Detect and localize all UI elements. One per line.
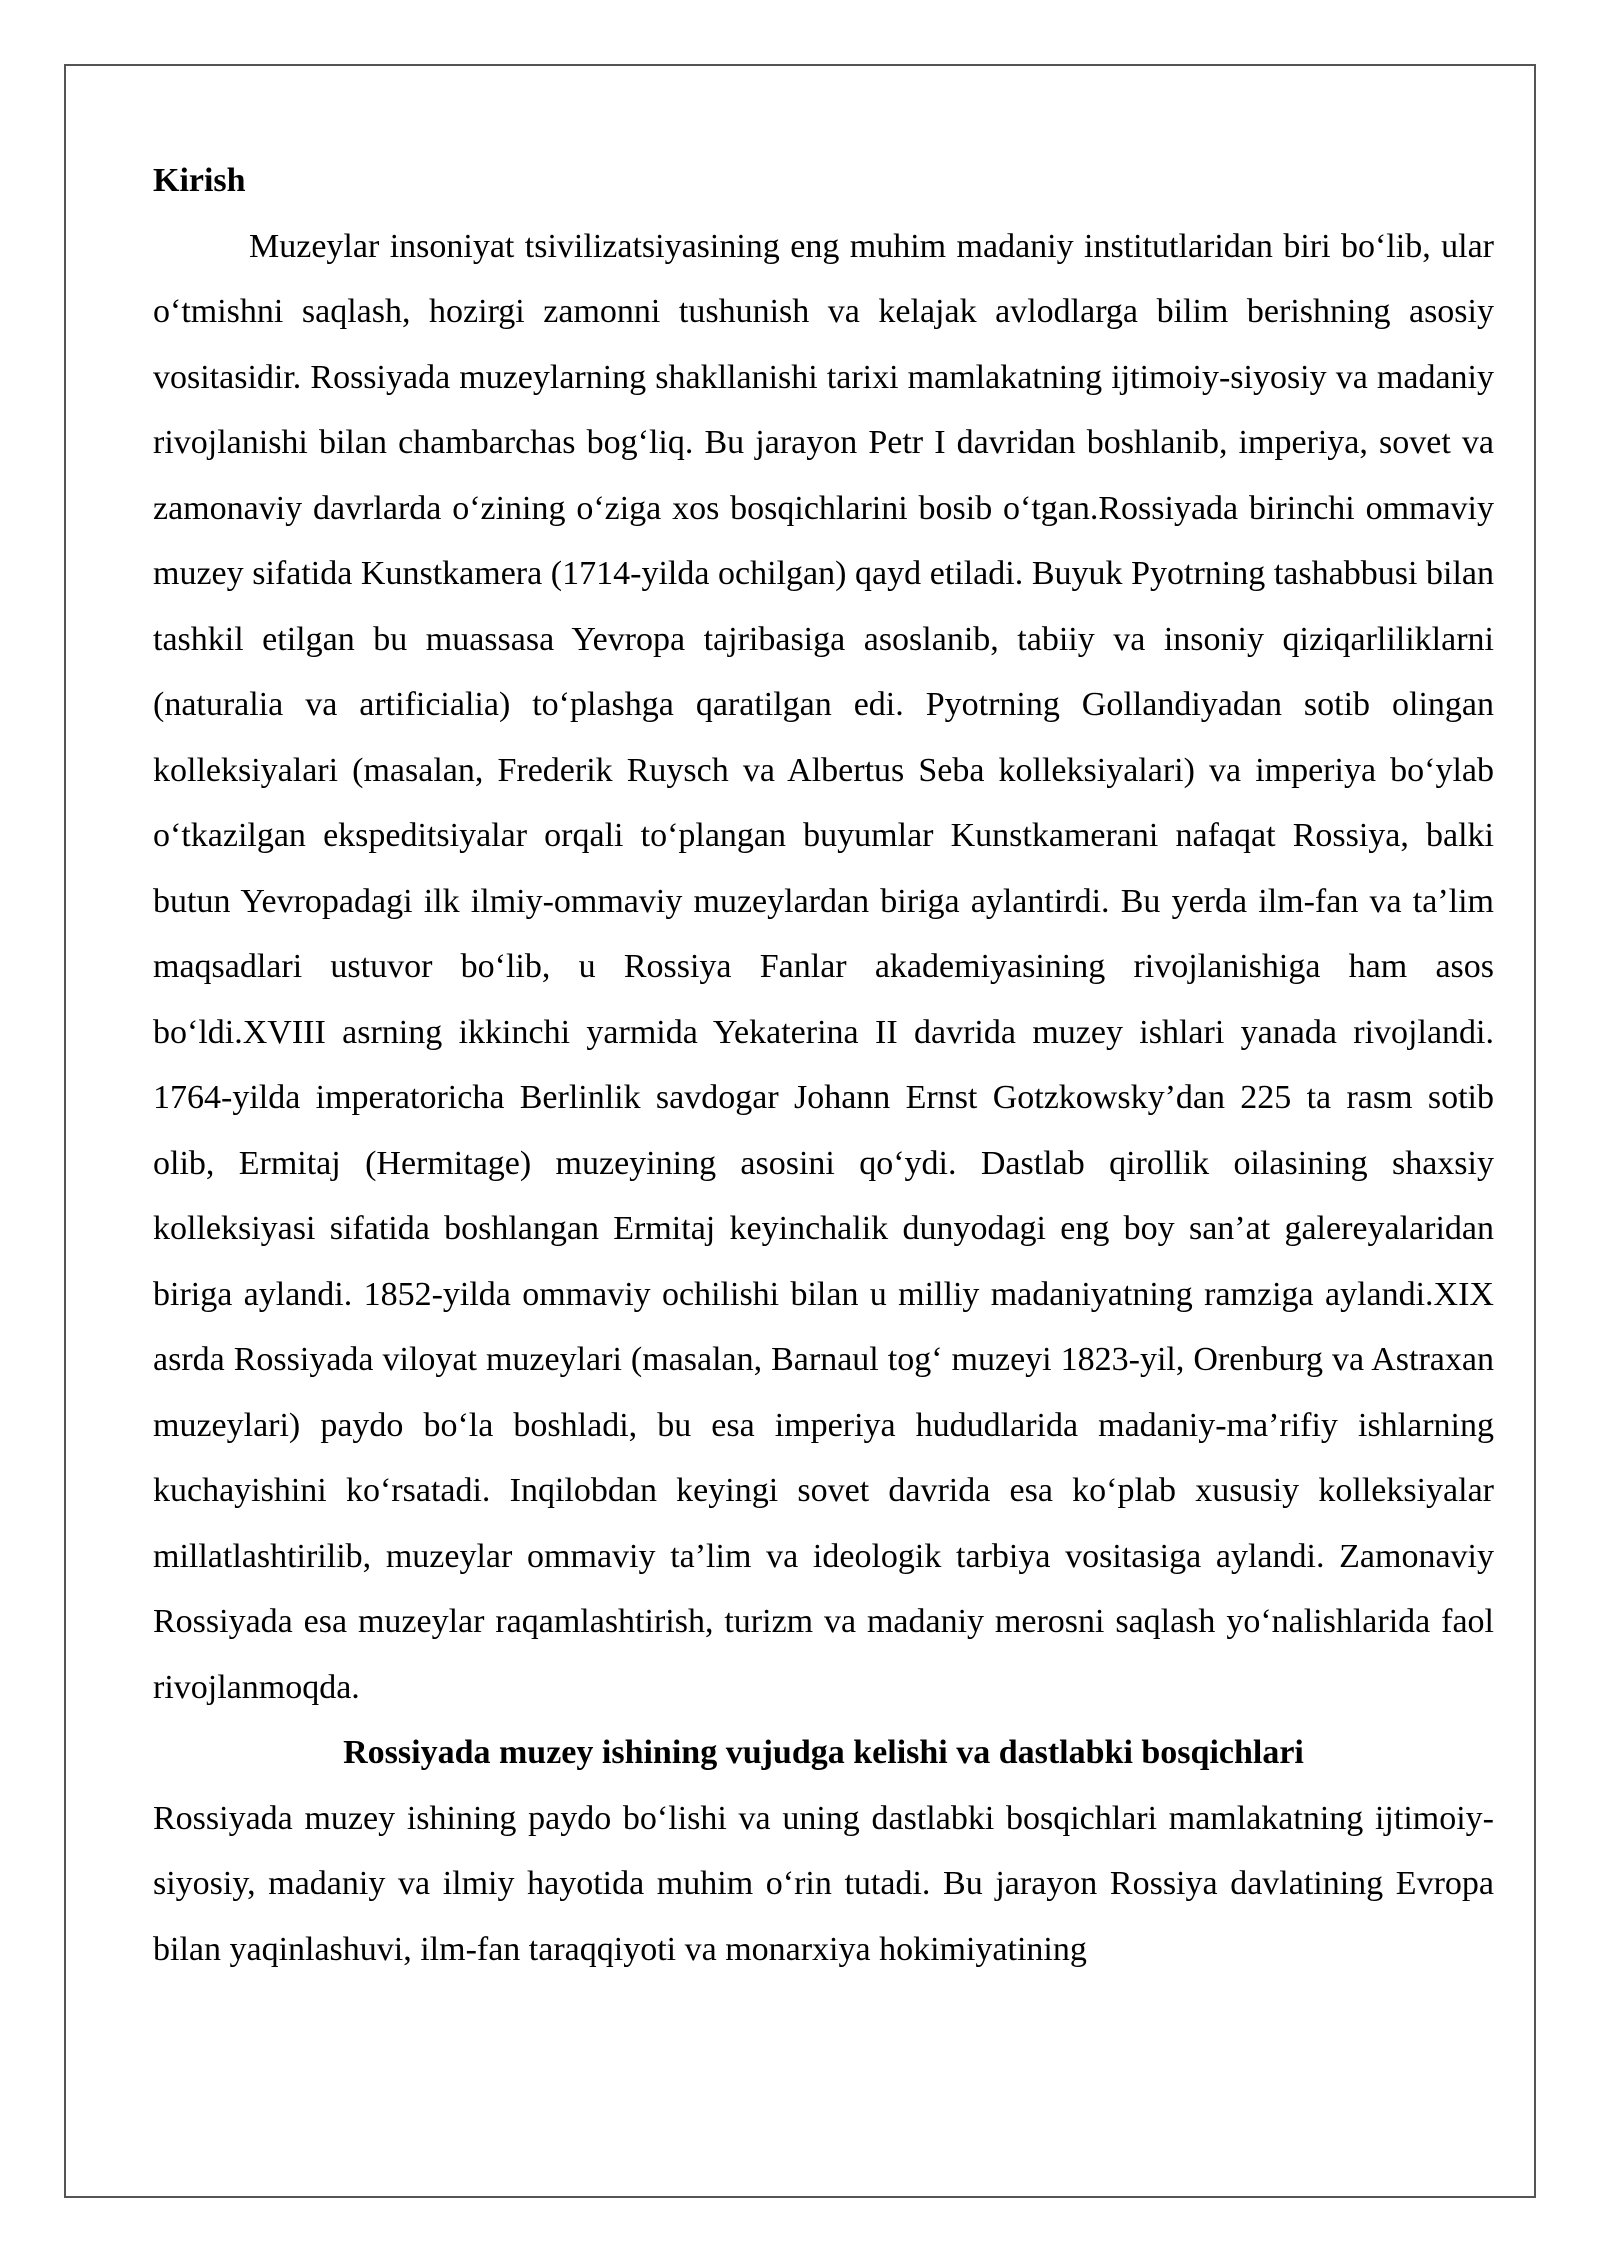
page-heading: Kirish	[153, 162, 246, 199]
intro-paragraph: Muzeylar insoniyat tsivilizatsiyasining eng muhim madaniy institutlaridan biri bo‘lib, ular o‘tmishni saqlash, hozirgi zamonni tushunish va kelajak avlodlarga bilim berishning asosiy vositasidir. Rossiyada muzeylarning shakllanishi tarixi mamlakatning ijtimoiy-siyosiy va madaniy rivojlanishi bilan chambarchas bog‘liq. Bu jarayon Petr I davridan boshlanib, imperiya, sovet va zamonaviy davrlarda o‘zining o‘ziga xos bosqichlarini bosib o‘tgan.Rossiyada birinchi ommaviy muzey sifatida Kunstkamera (1714-yilda ochilgan) qayd etiladi. Buyuk Pyotrning tashabbusi bilan tashkil etilgan bu muassasa Yevropa tajribasiga asoslanib, tabiiy va insoniy qiziqarliliklarni (naturalia va artificialia) to‘plashga qaratilgan edi. Pyotrning Gollandiyadan sotib olingan kolleksiyalari (masalan, Frederik Ruysch va Albertus Seba kolleksiyalari) va imperiya bo‘ylab o‘tkazilgan ekspeditsiyalar orqali to‘plangan buyumlar Kunstkamerani nafaqat Rossiya, balki butun Yevropadagi ilk ilmiy-ommaviy muzeylardan biriga aylantirdi. Bu yerda ilm-fan va ta’lim maqsadlari ustuvor bo‘lib, u Rossiya Fanlar akademiyasining rivojlanishiga ham asos bo‘ldi.XVIII asrning ikkinchi yarmida Yekaterina II davrida muzey ishlari yanada rivojlandi. 1764-yilda imperatoricha Berlinlik savdogar Johann Ernst Gotzkowsky’dan 225 ta rasm sotib olib, Ermitaj (Hermitage) muzeyining asosini qo‘ydi. Dastlab qirollik oilasining shaxsiy kolleksiyasi sifatida boshlangan Ermitaj keyinchalik dunyodagi eng boy san’at galereyalaridan biriga aylandi. 1852-yilda ommaviy ochilishi bilan u milliy madaniyatning ramziga aylandi.XIX asrda Rossiyada viloyat muzeylari (masalan, Barnaul tog‘ muzeyi 1823-yil, Orenburg va Astraxan muzeylari) paydo bo‘la boshladi, bu esa imperiya hududlarida madaniy-ma’rifiy ishlarning kuchayishini ko‘rsatadi. Inqilobdan keyingi sovet davrida esa ko‘plab xususiy kolleksiyalar millatlashtirilib, muzeylar ommaviy ta’lim va ideologik tarbiya vositasiga aylandi. Zamonaviy Rossiyada esa muzeylar raqamlashtirish, turizm va madaniy merosni saqlash yo‘nalishlarida faol rivojlanmoqda.	[153, 227, 1494, 1706]
section-paragraph: Rossiyada muzey ishining paydo bo‘lishi va uning dastlabki bosqichlari mamlakatning ijtimoiy-siyosiy, madaniy va ilmiy hayotida muhim o‘rin tutadi. Bu jarayon Rossiya davlatining Evropa bilan yaqinlashuvi, ilm-fan taraqqiyoti va monarxiya hokimiyatining	[153, 1799, 1494, 1968]
section-heading: Rossiyada muzey ishining vujudga kelishi va dastlabki bosqichlari	[343, 1734, 1304, 1771]
document-body	[153, 148, 1494, 1982]
